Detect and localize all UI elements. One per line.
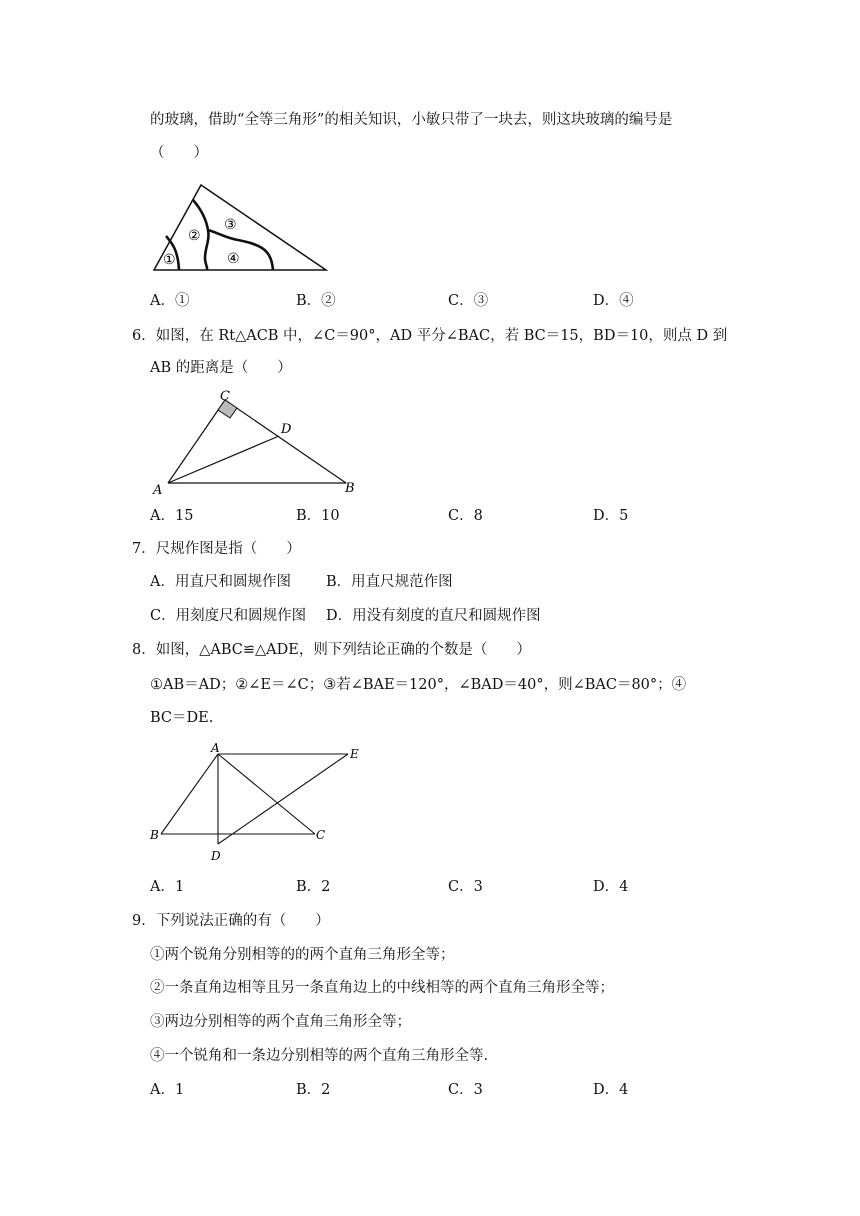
q6-option-d[interactable]: D．5 — [593, 508, 629, 524]
q9-option-d[interactable]: D．4 — [593, 1082, 629, 1098]
piece-label-1: ① — [163, 252, 176, 268]
piece-label-3: ③ — [224, 217, 237, 233]
q7-option-c[interactable]: C．用刻度尺和圆规作图 — [150, 608, 307, 624]
q5-option-c[interactable]: C．③ — [448, 293, 489, 309]
q9-text-line1: 9．下列说法正确的有（ ） — [132, 913, 330, 929]
q6-option-c[interactable]: C．8 — [448, 508, 483, 524]
vertex-label-d: D — [281, 422, 292, 437]
q5-option-d[interactable]: D．④ — [593, 293, 634, 309]
vertex-label-b: B — [345, 481, 355, 496]
q5-broken-glass-figure — [148, 180, 334, 276]
q9-option-b[interactable]: B．2 — [296, 1082, 331, 1098]
crack-line-3 — [208, 230, 273, 270]
vertex-label-c: C — [316, 828, 326, 842]
q5-text-line1: 的玻璃，借助“全等三角形”的相关知识，小敏只带了一块去，则这块玻璃的编号是 — [150, 112, 673, 128]
q8-text-line3: BC＝DE. — [150, 710, 214, 726]
q7-option-b[interactable]: B．用直尺规范作图 — [326, 574, 453, 590]
q8-option-b[interactable]: B．2 — [296, 879, 331, 895]
vertex-label-a: A — [211, 741, 220, 755]
q8-text-line1: 8．如图，△ABC≌△ADE，则下列结论正确的个数是（ ） — [132, 642, 531, 658]
q8-option-c[interactable]: C．3 — [448, 879, 483, 895]
vertex-label-b: B — [150, 828, 159, 842]
q6-text-line2: AB 的距离是（ ） — [150, 360, 292, 376]
q8-congruent-triangles-figure — [148, 738, 368, 866]
q8-text-line2: ①AB＝AD；②∠E＝∠C；③若∠BAE＝120°，∠BAD＝40°，则∠BAC＝80°；④ — [150, 677, 687, 693]
piece-label-2: ② — [188, 228, 201, 244]
q8-option-d[interactable]: D．4 — [593, 879, 629, 895]
piece-label-4: ④ — [227, 251, 240, 267]
vertex-label-a: A — [153, 483, 163, 498]
vertex-label-c: C — [220, 389, 230, 404]
glass-triangle-outline — [154, 185, 326, 270]
q9-option-a[interactable]: A．1 — [150, 1082, 185, 1098]
q6-option-a[interactable]: A．15 — [150, 508, 194, 524]
q7-option-a[interactable]: A．用直尺和圆规作图 — [150, 574, 291, 590]
q9-statement-3: ③两边分别相等的两个直角三角形全等； — [150, 1014, 411, 1030]
vertex-label-e: E — [350, 747, 359, 761]
q5-answer-bracket: （ ） — [150, 145, 208, 161]
q5-option-b[interactable]: B．② — [296, 293, 336, 309]
vertex-label-d: D — [211, 849, 221, 863]
q6-option-b[interactable]: B．10 — [296, 508, 340, 524]
q9-statement-2: ②一条直角边相等且另一条直角边上的中线相等的两个直角三角形全等； — [150, 980, 614, 996]
q9-statement-1: ①两个锐角分别相等的的两个直角三角形全等； — [150, 947, 455, 963]
q7-option-d[interactable]: D．用没有刻度的直尺和圆规作图 — [326, 608, 541, 624]
q8-option-a[interactable]: A．1 — [150, 879, 185, 895]
q6-triangle-figure — [148, 386, 362, 498]
q9-option-c[interactable]: C．3 — [448, 1082, 483, 1098]
q5-option-a[interactable]: A．① — [150, 293, 190, 309]
q6-text-line1: 6．如图，在 Rt△ACB 中，∠C＝90°，AD 平分∠BAC，若 BC＝15，BD＝10，则点 D 到 — [132, 328, 728, 344]
q9-statement-4: ④一个锐角和一条边分别相等的两个直角三角形全等. — [150, 1048, 489, 1064]
q7-text-line1: 7．尺规作图是指（ ） — [132, 541, 301, 557]
